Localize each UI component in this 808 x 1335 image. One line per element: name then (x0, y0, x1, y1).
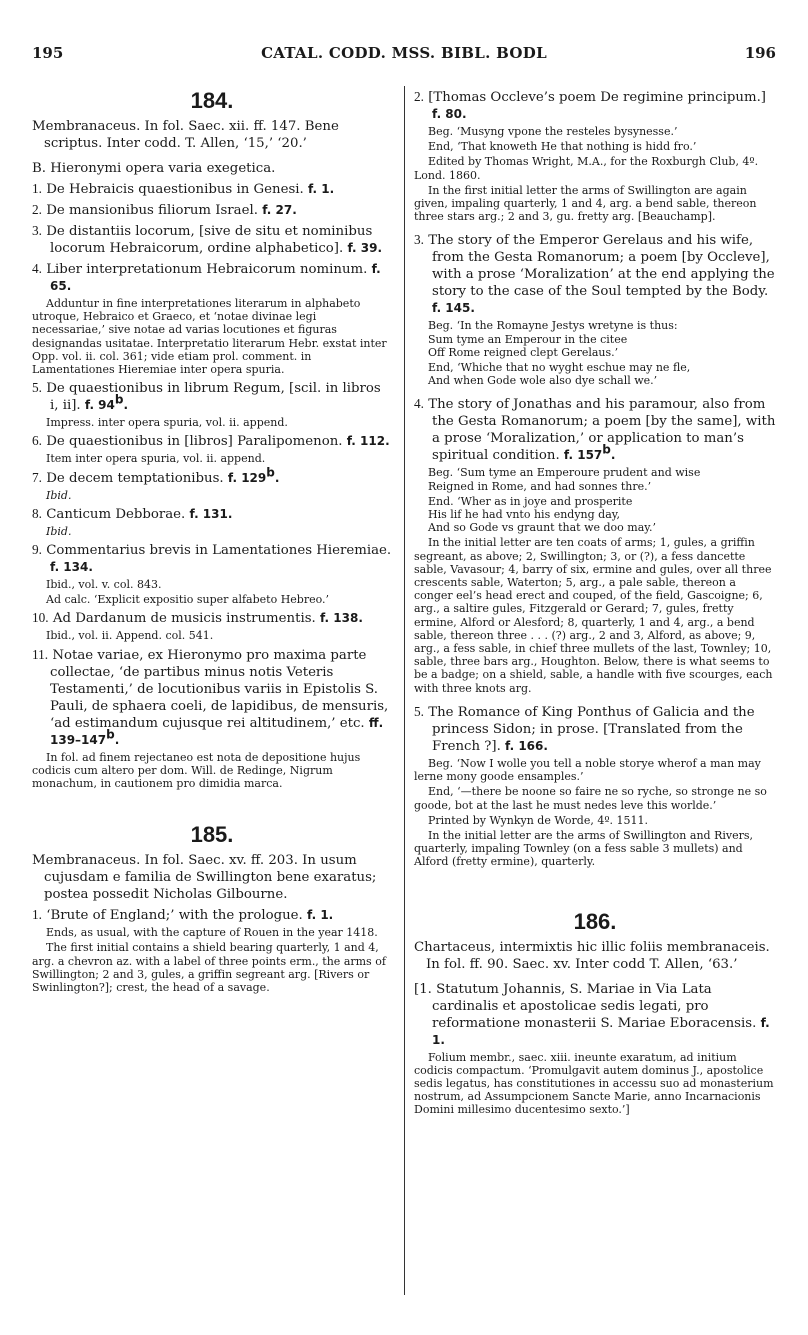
list-item: 9. Commentarius brevis in Lamentationes Hieremiae. f. 134. (32, 542, 392, 575)
item-note: Ibid. (46, 524, 72, 538)
right-page-number: 196 (744, 44, 776, 62)
list-item: 2. [Thomas Occleve’s poem De regimine principum.] f. 80. (414, 89, 766, 121)
item-note: Item inter opera spuria, vol. ii. append. (46, 452, 266, 466)
entry-number-186: 186. (573, 908, 617, 934)
column-divider (404, 86, 405, 1295)
list-item: 10. Ad Dardanum de musicis instrumentis. f. 138. (32, 610, 363, 627)
item-note: Adduntur in fine interpretationes literarum in alphabeto utroque, Hebraico et Graeco, et ‘notae divinae legi necessariae,’ sive notae ad varias locutiones et figuras designandas usitatae. Interpretatio literarum Hebr. exstat inter Opp. vol. ii. col. 361; vide etiam prol. comment. in Lamentationes Hieremiae inter opera spuria. (32, 297, 387, 377)
incipit: Beg. ‘In the Romayne Jestys wretyne is thus: Sum tyme an Emperour in the citee Off Rome reigned clept Gerelaus.’ (428, 319, 678, 359)
list-item: 5. The Romance of King Ponthus of Galicia and the princess Sidon; in prose. [Translated from the French ?]. f. 166. (414, 703, 755, 754)
list-item: 7. De decem temptationibus. f. 129$^b$. (32, 465, 280, 486)
entry-number-184: 184. (190, 88, 234, 113)
item-note: Edited by Thomas Wright, M.A., for the Roxburgh Club, 4º. Lond. 1860. (414, 155, 759, 182)
entry-184-heading: B. Hieronymi opera varia exegetica. (32, 161, 276, 176)
incipit: Beg. ‘Now I wolle you tell a noble storye wherof a man may lerne mony goode ensamples.’ (414, 756, 761, 784)
list-item: 1. De Hebraicis quaestionibus in Genesi. f. 1. (32, 181, 335, 197)
item-note: Impress. inter opera spuria, vol. ii. append. (46, 416, 288, 430)
incipit: Beg. ‘Musyng vpone the resteles bysynesse.’ (428, 125, 678, 138)
item-note: Ad calc. ‘Explicit expositio super alfabeto Hebreo.’ (46, 593, 330, 607)
left-page-number: 195 (32, 44, 64, 62)
list-item: 5. De quaestionibus in librum Regum, [scil. in libros i, ii]. f. 94$^b$. (32, 380, 381, 414)
item-note: Folium membr., saec. xiii. ineunte exaratum, ad initium codicis compactum. ‘Promulgavit autem dominus J., apostolice sedis legatus, has constitutiones in accessu suo ad monasterium nostrum, ad Assumpcionem Sancte Marie, anno Incarnacionis Domini millesimo ducentesimo sexto.’] (414, 1050, 774, 1117)
list-item: 11. Notae variae, ex Hieronymo pro maxima parte collectae, ‘de partibus minus notis Veteris Testamenti,’ de locutionibus variis in Epistolis S. Pauli, de sphaera coeli, de lapidibus, de mensuris, ‘ad estimandum cujusque rei altitudinem,’ etc. ff. 139–147$^b$. (32, 646, 389, 747)
entry-185-description: Membranaceus. In fol. Saec. xv. ff. 203. In usum cujusdam e familia de Swillington bene exaratus; postea possedit Nicholas Gilbourne. (32, 853, 377, 903)
item-note: The first initial contains a shield bearing quarterly, 1 and 4, arg. a chevron az. with a label of three points erm., the arms of Swillington; 2 and 3, gules, a griffin segreant arg. [Rivers or Swinlington?]; crest, the head of a savage. (32, 941, 386, 995)
page-header (32, 44, 776, 68)
explicit: End. ‘Wher as in joye and prosperite His lif he had vnto his endyng day, And so Gode vs graunt that we doo may.’ (428, 494, 657, 535)
item-note: In the initial letter are ten coats of arms; 1, gules, a griffin segreant, as above; 2, Swillington; 3, or (?), a fess dancette sable, Vavasour; 4, barry of six, ermine and gules, over all three crescents sable, Waterton; 5, arg., a pale sable, thereon a conger eel’s head erect and couped, of the field, Gascoigne; 6, arg., a saltire gules, Fitzgerald or Gerard; 7, gules, fretty ermine, Alford or Alesford; 8, quarterly, 1 and 4, arg., a bend sable, thereon three . . . (?) arg., 2 and 3, Alford, as above; 9, arg., a fess sable, in chief three mullets of the last, Townley; 10, sable, three bars arg., Houghton. Below, there is what seems to be a badge; on a shield, sable, a handle with five scourges, each with three knots arg. (414, 536, 773, 695)
list-item: 4. The story of Jonathas and his paramour, also from the Gesta Romanorum; a poem [by the same], with a prose ‘Moralization,’ or application to man’s spiritual condition. f. 157$^b$. (414, 396, 776, 464)
entry-186-description: Chartaceus, intermixtis hic illic foliis membranaceis. In fol. ff. 90. Saec. xv. Inter codd T. Allen, ‘63.’ (414, 939, 770, 972)
running-title: CATAL. CODD. MSS. BIBL. BODL (261, 44, 547, 62)
item-note: Ibid. (46, 488, 72, 502)
list-item: 6. De quaestionibus in [libros] Paralipomenon. f. 112. (32, 433, 390, 450)
item-note: In fol. ad finem rejectaneo est nota de depositione hujus codicis cum altero per dom. Will. de Redinge, Nigrum monachum, in cautionem pro dimidia marca. (32, 750, 361, 791)
explicit: End, ‘That knoweth He that nothing is hidd fro.’ (428, 140, 697, 154)
explicit: End, ‘—there be noone so faire ne so ryche, so stronge ne so goode, bot at the last he must nedes leve this worlde.’ (414, 785, 767, 812)
item-note: Ibid., vol. v. col. 843. (46, 578, 162, 592)
list-item: 2. De mansionibus filiorum Israel. f. 27. (32, 202, 297, 218)
list-item: 3. The story of the Emperor Gerelaus and his wife, from the Gesta Romanorum; a poem [by Occleve], with a prose ‘Moralization’ at the end applying the story to the case of the Soul tempted by the Body. f. 145. (414, 232, 775, 316)
item-note: In the first initial letter the arms of Swillington are again given, impaling quarterly, 1 and 4, arg. a bend sable, thereon three stars arg.; 2 and 3, gu. fretty arg. [Beauchamp]. (414, 183, 757, 224)
incipit: Beg. ‘Sum tyme an Emperoure prudent and wise Reigned in Rome, and had sonnes thre.’ (428, 466, 701, 493)
entry-number-185: 185. (190, 822, 234, 848)
left-column (32, 88, 392, 994)
list-item: 4. Liber interpretationum Hebraicorum nominum. f. 65. (32, 261, 381, 293)
item-note: Ends, as usual, with the capture of Rouen in the year 1418. (46, 926, 378, 940)
item-note: Printed by Wynkyn de Worde, 4º. 1511. (428, 813, 648, 827)
entry-184-description: Membranaceus. In fol. Saec. xii. ff. 147. Bene scriptus. Inter codd. T. Allen, ‘15,’ ‘20.’ (32, 119, 339, 151)
list-item: 1. ‘Brute of England;’ with the prologue. f. 1. (32, 907, 334, 924)
list-item: 8. Canticum Debborae. f. 131. (32, 505, 233, 522)
list-item: [1. Statutum Johannis, S. Mariae in Via Lata cardinalis et apostolicae sedis legati, pro reformatione monasterii S. Mariae Eboracensis. f. 1. (414, 981, 770, 1047)
item-note: Ibid., vol. ii. Append. col. 541. (46, 629, 214, 643)
right-column (414, 88, 776, 1117)
item-note: In the initial letter are the arms of Swillington and Rivers, quarterly, impaling Townley (on a fess sable 3 mullets) and Alford (fretty ermine), quarterly. (414, 828, 753, 869)
explicit: End, ‘Whiche that no wyght eschue may ne fle, And when Gode wole also dye schall we.’ (428, 361, 691, 388)
list-item: 3. De distantiis locorum, [sive de situ et nominibus locorum Hebraicorum, ordine alphabetico]. f. 39. (32, 223, 383, 256)
